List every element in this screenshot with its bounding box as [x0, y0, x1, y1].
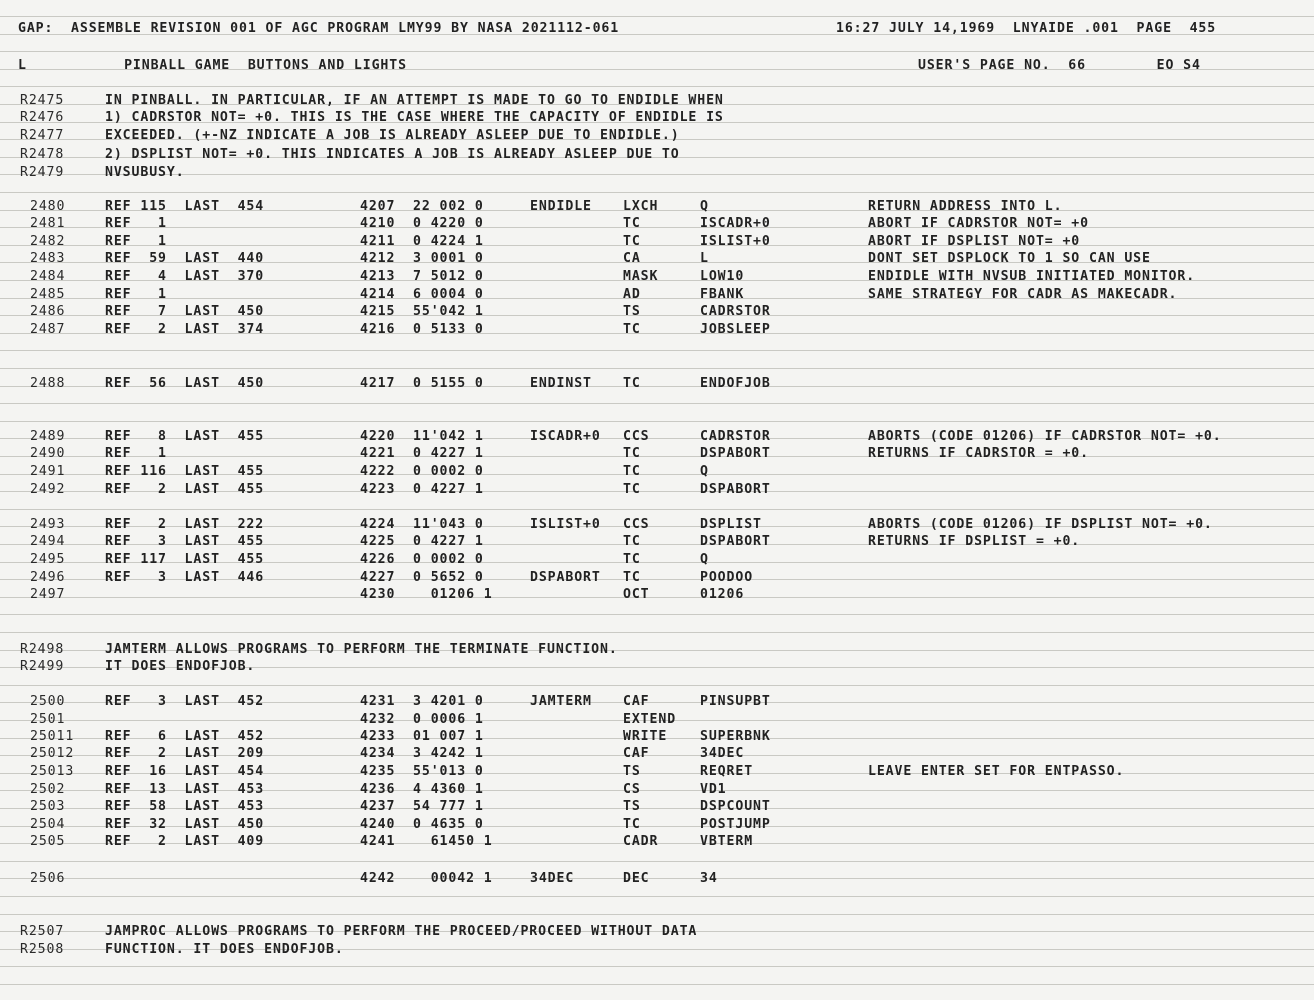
code-ref: REF 2 LAST 374 [105, 322, 265, 337]
code-ref: REF 117 LAST 455 [105, 552, 265, 567]
code-ref: REF 58 LAST 453 [105, 799, 265, 814]
code-operand: FBANK [700, 287, 745, 302]
code-operand: SUPERBNK [700, 729, 771, 744]
code-address: 4226 0 0002 0 [360, 552, 484, 567]
paper-rule [0, 403, 1314, 404]
code-address: 4225 0 4227 1 [360, 534, 484, 549]
code-opcode: TC [623, 464, 641, 479]
code-address: 4230 01206 1 [360, 587, 493, 602]
code-operand: CADRSTOR [700, 304, 771, 319]
code-address: 4210 0 4220 0 [360, 216, 484, 231]
code-line-number: 25011 [30, 729, 75, 744]
code-line-number: 2492 [30, 482, 66, 497]
code-ref: REF 56 LAST 450 [105, 376, 265, 391]
paper-rule [0, 192, 1314, 193]
comment-text: NVSUBUSY. [105, 165, 185, 180]
code-address: 4212 3 0001 0 [360, 251, 484, 266]
code-ref: REF 1 [105, 446, 167, 461]
code-line-number: 2490 [30, 446, 66, 461]
code-opcode: TC [623, 322, 641, 337]
code-line-number: 2506 [30, 871, 66, 886]
code-opcode: AD [623, 287, 641, 302]
code-comment: RETURN ADDRESS INTO L. [868, 199, 1063, 214]
code-opcode: CS [623, 782, 641, 797]
code-comment: ABORTS (CODE 01206) IF DSPLIST NOT= +0. [868, 517, 1213, 532]
code-comment: LEAVE ENTER SET FOR ENTPASSO. [868, 764, 1125, 779]
code-ref: REF 116 LAST 455 [105, 464, 265, 479]
paper-rule [0, 51, 1314, 52]
paper-rule [0, 509, 1314, 510]
comment-line-number: R2479 [20, 165, 65, 180]
code-ref: REF 4 LAST 370 [105, 269, 265, 284]
code-operand: ISLIST+0 [700, 234, 771, 249]
code-operand: DSPABORT [700, 446, 771, 461]
code-opcode: EXTEND [623, 712, 677, 727]
comment-text: JAMTERM ALLOWS PROGRAMS TO PERFORM THE TERMINATE FUNCTION. [105, 642, 618, 657]
code-comment: ABORTS (CODE 01206) IF CADRSTOR NOT= +0. [868, 429, 1222, 444]
comment-text: 1) CADRSTOR NOT= +0. THIS IS THE CASE WHERE THE CAPACITY OF ENDIDLE IS [105, 110, 724, 125]
paper-rule [0, 685, 1314, 686]
code-opcode: TC [623, 482, 641, 497]
code-opcode: TC [623, 234, 641, 249]
comment-text: IN PINBALL. IN PARTICULAR, IF AN ATTEMPT IS MADE TO GO TO ENDIDLE WHEN [105, 93, 724, 108]
code-address: 4217 0 5155 0 [360, 376, 484, 391]
comment-line-number: R2508 [20, 942, 65, 957]
code-operand: PINSUPBT [700, 694, 771, 709]
code-address: 4234 3 4242 1 [360, 746, 484, 761]
paper-rule [0, 421, 1314, 422]
comment-text: JAMPROC ALLOWS PROGRAMS TO PERFORM THE PROCEED/PROCEED WITHOUT DATA [105, 924, 698, 939]
comment-line-number: R2507 [20, 924, 65, 939]
code-operand: POSTJUMP [700, 817, 771, 832]
code-line-number: 2480 [30, 199, 66, 214]
code-line-number: 2495 [30, 552, 66, 567]
code-address: 4227 0 5652 0 [360, 570, 484, 585]
paper-rule [0, 984, 1314, 985]
code-opcode: CA [623, 251, 641, 266]
code-line-number: 2497 [30, 587, 66, 602]
code-ref: REF 3 LAST 446 [105, 570, 265, 585]
comment-line-number: R2499 [20, 659, 65, 674]
code-ref: REF 1 [105, 287, 167, 302]
code-operand: VD1 [700, 782, 727, 797]
paper-rule [0, 896, 1314, 897]
comment-line-number: R2477 [20, 128, 65, 143]
code-line-number: 2482 [30, 234, 66, 249]
code-line-number: 25013 [30, 764, 75, 779]
code-line-number: 2489 [30, 429, 66, 444]
paper-rule [0, 245, 1314, 246]
code-ref: REF 1 [105, 216, 167, 231]
code-operand: JOBSLEEP [700, 322, 771, 337]
code-ref: REF 3 LAST 452 [105, 694, 265, 709]
paper-rule [0, 614, 1314, 615]
code-label: 34DEC [530, 871, 575, 886]
code-operand: Q [700, 552, 709, 567]
code-ref: REF 2 LAST 455 [105, 482, 265, 497]
code-operand: Q [700, 464, 709, 479]
code-opcode: TC [623, 552, 641, 567]
code-operand: ISCADR+0 [700, 216, 771, 231]
code-address: 4215 55'042 1 [360, 304, 484, 319]
code-opcode: TC [623, 216, 641, 231]
code-line-number: 2481 [30, 216, 66, 231]
code-opcode: OCT [623, 587, 650, 602]
header-line1-left: GAP: ASSEMBLE REVISION 001 OF AGC PROGRAM LMY99 BY NASA 2021112-061 [18, 21, 620, 36]
paper-rule [0, 350, 1314, 351]
code-label: ENDINST [530, 376, 592, 391]
comment-text: IT DOES ENDOFJOB. [105, 659, 256, 674]
code-line-number: 2504 [30, 817, 66, 832]
header-line1-right: 16:27 JULY 14,1969 LNYAIDE .001 PAGE 455 [836, 21, 1217, 36]
code-address: 4222 0 0002 0 [360, 464, 484, 479]
code-address: 4216 0 5133 0 [360, 322, 484, 337]
code-address: 4240 0 4635 0 [360, 817, 484, 832]
code-operand: ENDOFJOB [700, 376, 771, 391]
code-opcode: TC [623, 570, 641, 585]
code-address: 4223 0 4227 1 [360, 482, 484, 497]
code-label: ISCADR+0 [530, 429, 601, 444]
code-label: JAMTERM [530, 694, 592, 709]
code-opcode: TC [623, 817, 641, 832]
paper-rule [0, 632, 1314, 633]
code-operand: DSPABORT [700, 534, 771, 549]
code-opcode: MASK [623, 269, 659, 284]
code-ref: REF 2 LAST 209 [105, 746, 265, 761]
code-line-number: 2483 [30, 251, 66, 266]
code-opcode: TC [623, 534, 641, 549]
code-ref: REF 1 [105, 234, 167, 249]
code-label: ISLIST+0 [530, 517, 601, 532]
paper-rule [0, 368, 1314, 369]
code-opcode: CAF [623, 746, 650, 761]
code-comment: RETURNS IF DSPLIST = +0. [868, 534, 1081, 549]
header-line2-left: L PINBALL GAME BUTTONS AND LIGHTS [18, 58, 407, 73]
paper-rule [0, 174, 1314, 175]
code-comment: ABORT IF CADRSTOR NOT= +0 [868, 216, 1089, 231]
code-ref: REF 3 LAST 455 [105, 534, 265, 549]
code-address: 4236 4 4360 1 [360, 782, 484, 797]
code-address: 4241 61450 1 [360, 834, 493, 849]
comment-line-number: R2475 [20, 93, 65, 108]
code-ref: REF 13 LAST 453 [105, 782, 265, 797]
code-address: 4207 22 002 0 [360, 199, 484, 214]
paper-rule [0, 878, 1314, 879]
code-line-number: 25012 [30, 746, 75, 761]
code-address: 4220 11'042 1 [360, 429, 484, 444]
code-line-number: 2496 [30, 570, 66, 585]
code-operand: L [700, 251, 709, 266]
code-line-number: 2491 [30, 464, 66, 479]
code-address: 4221 0 4227 1 [360, 446, 484, 461]
code-operand: 34 [700, 871, 718, 886]
code-line-number: 2500 [30, 694, 66, 709]
code-operand: DSPLIST [700, 517, 762, 532]
code-address: 4242 00042 1 [360, 871, 493, 886]
code-opcode: LXCH [623, 199, 659, 214]
paper-rule [0, 597, 1314, 598]
comment-text: EXCEEDED. (+-NZ INDICATE A JOB IS ALREADY ASLEEP DUE TO ENDIDLE.) [105, 128, 680, 143]
code-ref: REF 59 LAST 440 [105, 251, 265, 266]
code-ref: REF 32 LAST 450 [105, 817, 265, 832]
code-operand: POODOO [700, 570, 754, 585]
code-operand: 34DEC [700, 746, 745, 761]
code-operand: Q [700, 199, 709, 214]
code-operand: 01206 [700, 587, 745, 602]
code-line-number: 2486 [30, 304, 66, 319]
code-address: 4213 7 5012 0 [360, 269, 484, 284]
code-opcode: TS [623, 799, 641, 814]
code-line-number: 2488 [30, 376, 66, 391]
code-comment: ABORT IF DSPLIST NOT= +0 [868, 234, 1081, 249]
paper-rule [0, 966, 1314, 967]
code-opcode: TC [623, 376, 641, 391]
code-address: 4231 3 4201 0 [360, 694, 484, 709]
code-ref: REF 2 LAST 409 [105, 834, 265, 849]
code-address: 4235 55'013 0 [360, 764, 484, 779]
code-opcode: DEC [623, 871, 650, 886]
code-address: 4224 11'043 0 [360, 517, 484, 532]
code-ref: REF 7 LAST 450 [105, 304, 265, 319]
code-comment: ENDIDLE WITH NVSUB INITIATED MONITOR. [868, 269, 1196, 284]
code-line-number: 2503 [30, 799, 66, 814]
code-opcode: CCS [623, 517, 650, 532]
code-ref: REF 2 LAST 222 [105, 517, 265, 532]
code-ref: REF 115 LAST 454 [105, 199, 265, 214]
code-opcode: CCS [623, 429, 650, 444]
code-operand: LOW10 [700, 269, 745, 284]
header-line2-right: USER'S PAGE NO. 66 EO S4 [918, 58, 1201, 73]
paper-rule [0, 861, 1314, 862]
code-line-number: 2487 [30, 322, 66, 337]
code-line-number: 2494 [30, 534, 66, 549]
code-address: 4214 6 0004 0 [360, 287, 484, 302]
comment-line-number: R2476 [20, 110, 65, 125]
code-ref: REF 8 LAST 455 [105, 429, 265, 444]
code-comment: DONT SET DSPLOCK TO 1 SO CAN USE [868, 251, 1151, 266]
code-ref: REF 6 LAST 452 [105, 729, 265, 744]
code-operand: REQRET [700, 764, 754, 779]
paper-rule [0, 86, 1314, 87]
code-opcode: TS [623, 304, 641, 319]
code-ref: REF 16 LAST 454 [105, 764, 265, 779]
code-line-number: 2505 [30, 834, 66, 849]
code-line-number: 2501 [30, 712, 66, 727]
comment-text: FUNCTION. IT DOES ENDOFJOB. [105, 942, 344, 957]
code-opcode: CAF [623, 694, 650, 709]
paper-rule [0, 16, 1314, 17]
code-opcode: TC [623, 446, 641, 461]
code-comment: RETURNS IF CADRSTOR = +0. [868, 446, 1089, 461]
code-line-number: 2485 [30, 287, 66, 302]
code-label: DSPABORT [530, 570, 601, 585]
code-address: 4237 54 777 1 [360, 799, 484, 814]
code-line-number: 2493 [30, 517, 66, 532]
code-operand: VBTERM [700, 834, 754, 849]
code-operand: DSPABORT [700, 482, 771, 497]
comment-line-number: R2478 [20, 147, 65, 162]
paper-rule [0, 227, 1314, 228]
code-operand: DSPCOUNT [700, 799, 771, 814]
code-address: 4232 0 0006 1 [360, 712, 484, 727]
code-opcode: WRITE [623, 729, 668, 744]
code-address: 4211 0 4224 1 [360, 234, 484, 249]
comment-line-number: R2498 [20, 642, 65, 657]
code-opcode: CADR [623, 834, 659, 849]
comment-text: 2) DSPLIST NOT= +0. THIS INDICATES A JOB IS ALREADY ASLEEP DUE TO [105, 147, 680, 162]
paper-rule [0, 914, 1314, 915]
paper-rule [0, 456, 1314, 457]
code-opcode: TS [623, 764, 641, 779]
code-label: ENDIDLE [530, 199, 592, 214]
code-comment: SAME STRATEGY FOR CADR AS MAKECADR. [868, 287, 1178, 302]
code-address: 4233 01 007 1 [360, 729, 484, 744]
code-operand: CADRSTOR [700, 429, 771, 444]
code-line-number: 2484 [30, 269, 66, 284]
code-line-number: 2502 [30, 782, 66, 797]
